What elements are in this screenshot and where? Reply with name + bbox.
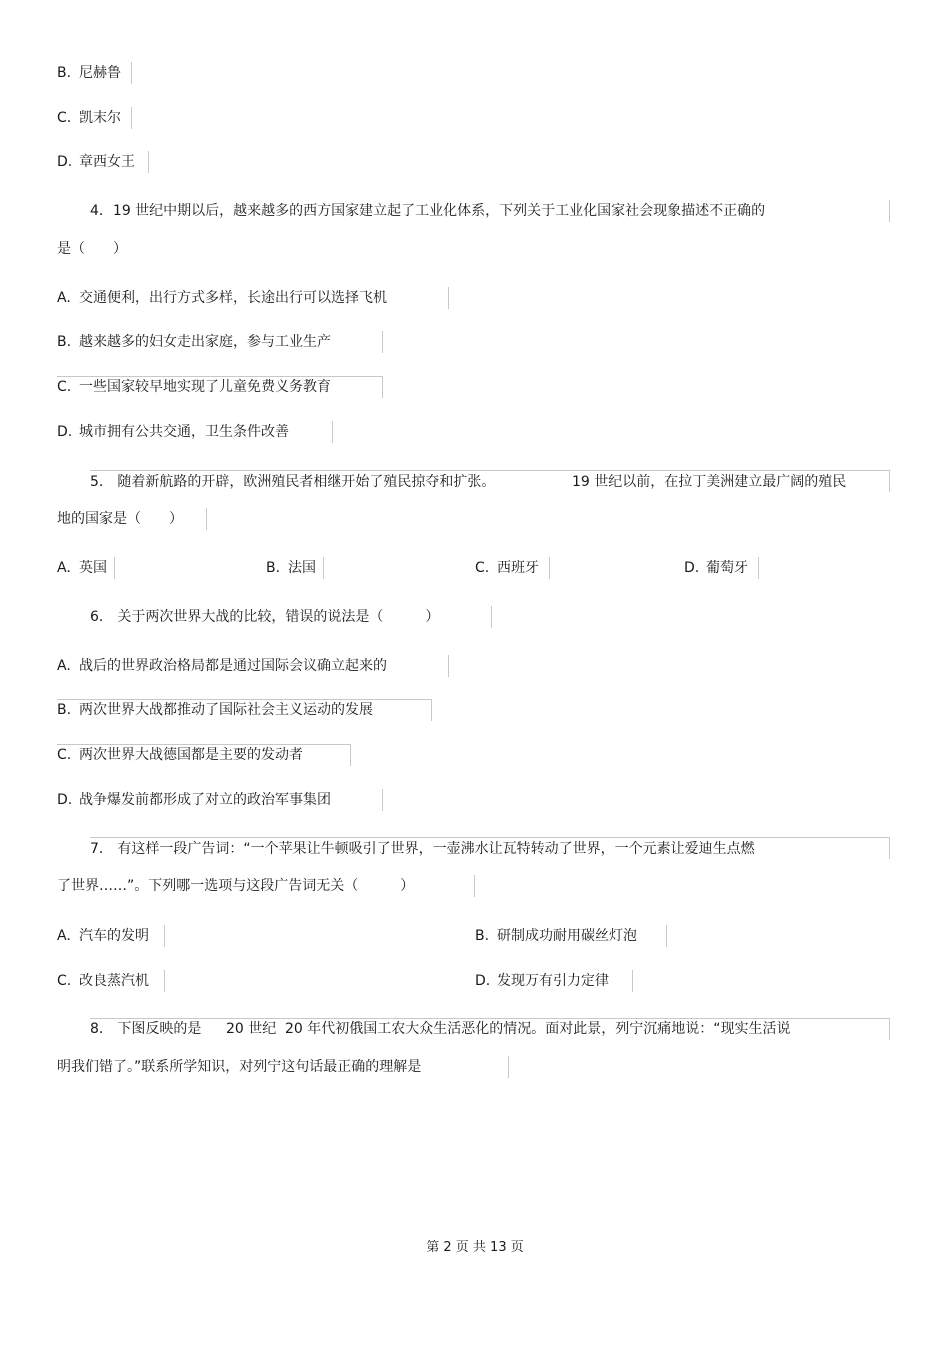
q4-option-b: [57, 333, 331, 351]
option-text: 改良蒸汽机: [79, 973, 149, 989]
q4-stem-line2: 是（ ）: [57, 241, 127, 257]
q5-option-c: [475, 559, 539, 577]
question-number: 7．: [90, 841, 113, 857]
q7-option-d: [475, 972, 609, 990]
option-letter: C.: [57, 379, 72, 395]
divider: [448, 655, 449, 677]
option-letter: D.: [57, 424, 73, 440]
divider: [431, 699, 432, 721]
rule: [90, 837, 890, 838]
q3-option-d: [57, 153, 135, 171]
option-letter: A.: [57, 290, 71, 306]
option-text: 尼赫鲁: [79, 65, 121, 81]
rule: [57, 376, 383, 377]
option-letter: A.: [57, 560, 71, 576]
divider: [382, 331, 383, 353]
q7-stem-line1: [90, 840, 755, 858]
option-text: 战争爆发前都形成了对立的政治军事集团: [79, 792, 331, 808]
divider: [206, 508, 207, 530]
option-letter: A.: [57, 658, 71, 674]
divider: [114, 557, 115, 579]
divider: [508, 1056, 509, 1078]
divider: [131, 62, 132, 84]
q7-stem-line2: 了世界……”。下列哪一选项与这段广告词无关（ ）: [57, 878, 415, 894]
option-text: 两次世界大战都推动了国际社会主义运动的发展: [79, 702, 373, 718]
q6-stem: [90, 608, 439, 626]
divider: [350, 744, 351, 766]
q6-option-d: [57, 791, 331, 809]
q6-option-b: [57, 701, 373, 719]
q3-option-b: [57, 64, 121, 82]
divider: [382, 376, 383, 398]
q4-option-c: [57, 378, 331, 396]
divider: [632, 970, 633, 992]
q5-option-d: [684, 559, 748, 577]
divider: [448, 287, 449, 309]
option-letter: B.: [57, 334, 72, 350]
divider: [131, 107, 132, 129]
divider: [889, 837, 890, 859]
q5-option-a: [57, 559, 107, 577]
rule: [57, 744, 350, 745]
divider: [889, 470, 890, 492]
question-stem: 有这样一段广告词：“一个苹果让牛顿吸引了世界，一壶沸水让瓦特转动了世界，一个元素让爱迪生点燃: [117, 841, 755, 857]
divider: [164, 925, 165, 947]
option-text: 一些国家较早地实现了儿童免费义务教育: [79, 379, 331, 395]
divider: [382, 789, 383, 811]
divider: [148, 151, 149, 173]
option-text: 汽车的发明: [79, 928, 149, 944]
question-number: 4．: [90, 203, 113, 219]
option-letter: C.: [475, 560, 490, 576]
divider: [758, 557, 759, 579]
option-letter: C.: [57, 973, 72, 989]
divider: [164, 970, 165, 992]
q5-stem-line1a: [90, 473, 495, 491]
option-text: 发现万有引力定律: [497, 973, 609, 989]
q5-option-b: [266, 559, 316, 577]
q8-stem-line1a: [90, 1020, 201, 1038]
rule: [90, 1018, 890, 1019]
option-letter: C.: [57, 110, 72, 126]
q4-option-d: [57, 423, 289, 441]
q5-stem-line2: 地的国家是（ ）: [57, 511, 183, 527]
question-number: 6．: [90, 609, 113, 625]
option-letter: D.: [475, 973, 491, 989]
divider: [889, 200, 890, 222]
q7-option-c: [57, 972, 149, 990]
q8-stem-line1c: 20 年代初俄国工农大众生活恶化的情况。面对此景，列宁沉痛地说：“现实生活说: [285, 1021, 791, 1037]
question-stem: 下图反映的是: [117, 1021, 202, 1037]
option-letter: A.: [57, 928, 71, 944]
option-text: 研制成功耐用碳丝灯泡: [497, 928, 637, 944]
question-stem: 19 世纪中期以后，越来越多的西方国家建立起了工业化体系，下列关于工业化国家社会现象描述不正确的: [112, 203, 766, 219]
q7-option-b: [475, 927, 637, 945]
divider: [332, 421, 333, 443]
q6-option-a: [57, 657, 387, 675]
question-number: 8．: [90, 1021, 113, 1037]
q4-option-a: [57, 289, 387, 307]
divider: [474, 875, 475, 897]
q7-option-a: [57, 927, 149, 945]
option-letter: D.: [57, 154, 73, 170]
option-text: 葡萄牙: [706, 560, 748, 576]
divider: [889, 1018, 890, 1040]
divider: [491, 606, 492, 628]
q8-stem-line1b: 20 世纪: [226, 1021, 277, 1037]
option-letter: C.: [57, 747, 72, 763]
divider: [549, 557, 550, 579]
q5-stem-line1b: 19 世纪以前，在拉丁美洲建立最广阔的殖民: [572, 474, 847, 490]
option-letter: D.: [684, 560, 700, 576]
question-number: 5．: [90, 474, 113, 490]
divider: [666, 925, 667, 947]
option-text: 越来越多的妇女走出家庭，参与工业生产: [79, 334, 331, 350]
q8-stem-line2: 明我们错了。”联系所学知识，对列宁这句话最正确的理解是: [57, 1059, 422, 1075]
divider: [323, 557, 324, 579]
option-letter: B.: [266, 560, 281, 576]
q3-option-c: [57, 109, 121, 127]
option-text: 法国: [288, 560, 316, 576]
rule: [57, 699, 431, 700]
option-text: 两次世界大战德国都是主要的发动者: [79, 747, 303, 763]
rule: [90, 470, 890, 471]
option-text: 英国: [79, 560, 107, 576]
question-stem: 关于两次世界大战的比较，错误的说法是（ ）: [117, 609, 440, 625]
option-text: 城市拥有公共交通，卫生条件改善: [79, 424, 289, 440]
page-footer: 第 2 页 共 13 页: [426, 1240, 524, 1255]
q4-stem-line1: [90, 202, 765, 220]
option-letter: B.: [57, 65, 72, 81]
option-letter: D.: [57, 792, 73, 808]
question-stem: 随着新航路的开辟，欧洲殖民者相继开始了殖民掠夺和扩张。: [117, 474, 496, 490]
option-letter: B.: [57, 702, 72, 718]
option-letter: B.: [475, 928, 490, 944]
option-text: 战后的世界政治格局都是通过国际会议确立起来的: [79, 658, 387, 674]
option-text: 交通便利，出行方式多样，长途出行可以选择飞机: [79, 290, 387, 306]
option-text: 凯末尔: [79, 110, 121, 126]
option-text: 章西女王: [79, 154, 135, 170]
q6-option-c: [57, 746, 303, 764]
option-text: 西班牙: [497, 560, 539, 576]
